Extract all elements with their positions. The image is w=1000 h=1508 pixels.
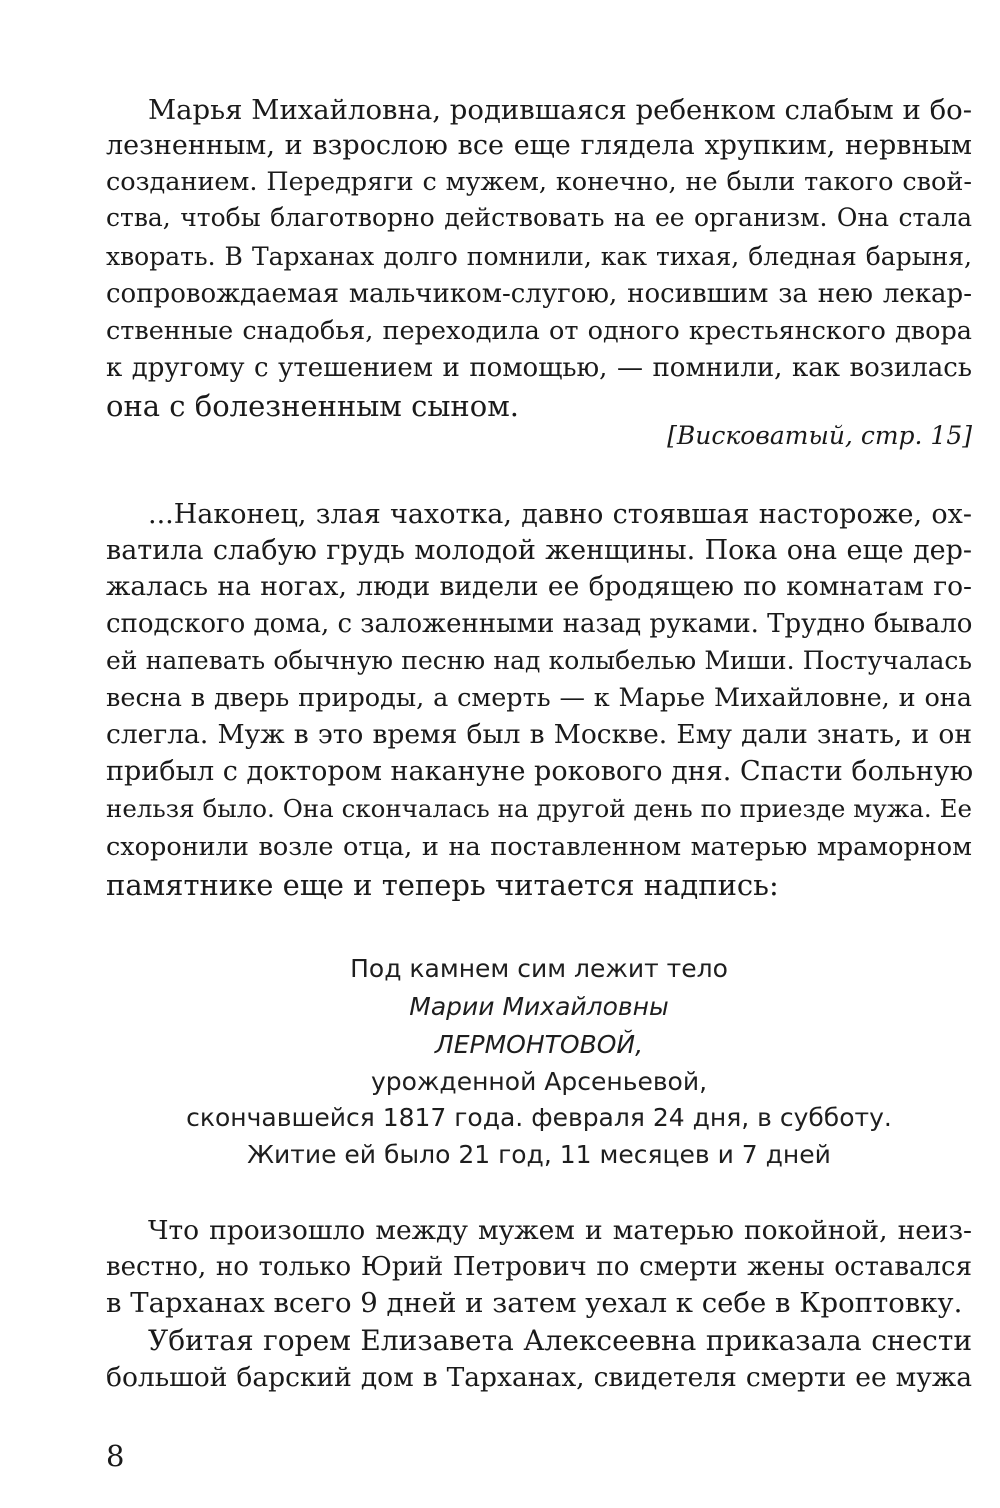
text-line: сподского дома, с заложенными назад руками. Трудно бывало — [106, 609, 973, 639]
text-line: памятнике еще и теперь читается надпись: — [106, 868, 779, 902]
text-line: она с болезненным сыном. — [106, 389, 519, 423]
text-line: Марья Михайловна, родившаяся ребенком слабым и бо- — [148, 94, 972, 126]
epitaph-line: Марии Михайловны — [409, 992, 669, 1021]
text-line: весна в дверь природы, а смерть — к Марье Михайловне, и она — [106, 683, 972, 713]
text-line: ...Наконец, злая чахотка, давно стоявшая настороже, ох- — [148, 499, 972, 530]
text-line: слегла. Муж в это время был в Москве. Ему дали знать, и он — [106, 719, 972, 750]
epitaph-line: Житие ей было 21 год, 11 месяцев и 7 дней — [247, 1140, 831, 1169]
text-line: ства, чтобы благотворно действовать на ее организм. Она стала — [106, 203, 972, 232]
epitaph-line: Под камнем сим лежит тело — [350, 954, 728, 983]
text-line: созданием. Передряги с мужем, конечно, не были такого свой- — [106, 167, 972, 197]
text-line: лезненным, и взрослою все еще глядела хрупким, нервным — [106, 130, 972, 161]
text-line: ватила слабую грудь молодой женщины. Пока она еще дер- — [106, 535, 972, 566]
text-line: Что произошло между мужем и матерью покойной, неиз- — [148, 1215, 972, 1246]
text-line: ей напевать обычную песню над колыбелью Миши. Постучалась — [106, 646, 972, 675]
text-line: вестно, но только Юрий Петрович по смерти жены оставался — [106, 1252, 972, 1282]
text-line: к другому с утешением и помощью, — помнили, как возилась — [106, 353, 972, 383]
text-line: прибыл с доктором накануне рокового дня. Спасти больную — [106, 756, 974, 787]
text-line: хворать. В Тарханах долго помнили, как тихая, бледная барыня, — [106, 242, 972, 271]
text-line: жалась на ногах, люди видели ее бродящею по комнатам го- — [106, 571, 972, 602]
text-line: Убитая горем Елизавета Алексеевна приказала снести — [148, 1324, 972, 1357]
text-line: схоронили возле отца, и на поставленном матерью мраморном — [106, 832, 972, 862]
page-number: 8 — [106, 1439, 125, 1473]
text-line: ственные снадобья, переходила от одного крестьянского двора — [106, 316, 972, 346]
epitaph-line: урожденной Арсеньевой, — [370, 1067, 708, 1096]
text-line: сопровождаемая мальчиком-слугою, носившим за нею лекар- — [106, 279, 972, 309]
text-line: большой барский дом в Тарханах, свидетеля смерти ее мужа — [106, 1362, 972, 1393]
epitaph-line: скончавшейся 1817 года. февраля 24 дня, в субботу. — [186, 1103, 892, 1132]
text-line: в Тарханах всего 9 дней и затем уехал к себе в Кроптовку. — [106, 1287, 963, 1319]
epitaph-line: ЛЕРМОНТОВОЙ, — [434, 1030, 644, 1059]
text-line: нельзя было. Она скончалась на другой день по приезде мужа. Ее — [106, 794, 972, 823]
citation: [Висковатый, стр. 15] — [667, 421, 972, 450]
